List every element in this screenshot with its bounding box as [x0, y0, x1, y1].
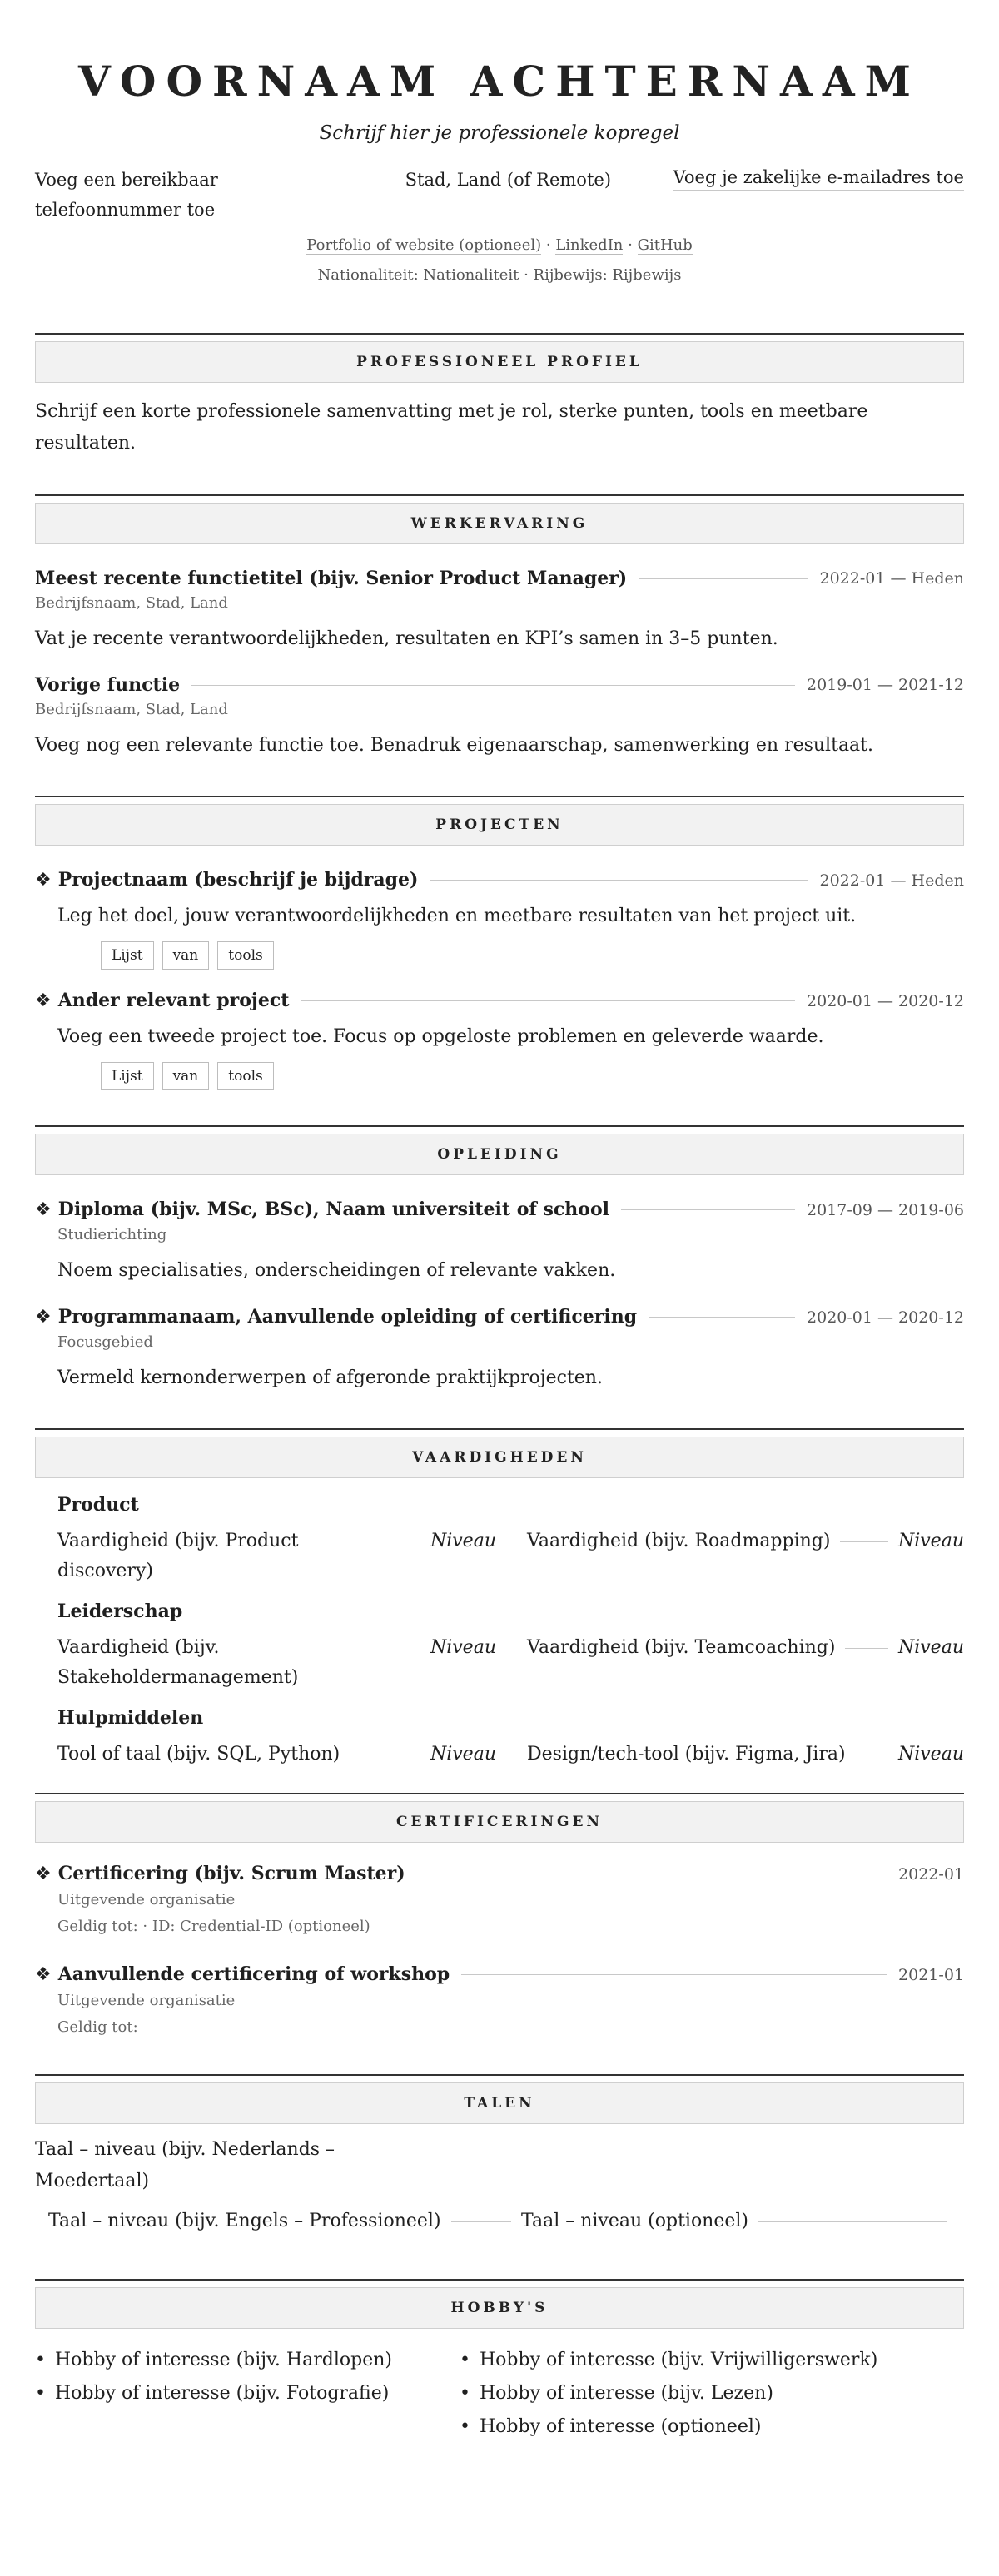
job-title: Meest recente functietitel (bijv. Senior Product Manager) [35, 568, 628, 589]
skill-level: Niveau [430, 1744, 496, 1764]
leader-line [840, 1541, 887, 1542]
skill-name: Vaardigheid (bijv. Teamcoaching) [527, 1637, 836, 1658]
job-date: 2019-01 — 2021-12 [807, 676, 964, 694]
certification-title: Aanvullende certificering of workshop [57, 1963, 450, 1985]
certification-entry [35, 1962, 964, 2041]
diamond-bullet-icon: ❖ [35, 1964, 52, 1985]
certification-validity: Geldig tot: · ID: Credential-ID (optioneel) [57, 1918, 370, 1935]
certification-date: 2021-01 [898, 1965, 964, 1984]
hobby-item: • Hobby of interesse (optioneel) [460, 2410, 877, 2444]
portfolio-link[interactable]: Portfolio of website (optioneel) [306, 236, 542, 254]
section-divider [35, 796, 964, 797]
project-description: Voeg een tweede project toe. Focus op opgeloste problemen en geleverde waarde. [57, 1026, 824, 1047]
project-title: Ander relevant project [57, 990, 290, 1011]
phone-field: Voeg een bereikbaar telefoonnummer toe [35, 170, 218, 220]
issuing-organization: Uitgevende organisatie [57, 1992, 236, 2009]
leader-line [639, 578, 808, 579]
profile-links [35, 235, 964, 256]
leader-line [758, 2221, 947, 2222]
section-heading: PROJECTEN [35, 804, 964, 846]
link-separator: · [623, 236, 638, 254]
leader-line [621, 1209, 795, 1210]
certification-date: 2022-01 [898, 1864, 964, 1884]
link-separator: · [541, 236, 556, 254]
section-divider [35, 1793, 964, 1794]
project-date: 2020-01 — 2020-12 [807, 991, 964, 1010]
skill-item [527, 1526, 964, 1586]
leader-line [649, 1317, 795, 1318]
certification-title: Certificering (bijv. Scrum Master) [57, 1863, 405, 1884]
hobbies-section [35, 2279, 964, 2444]
project-description: Leg het doel, jouw verantwoordelijkheden en meetbare resultaten van het project uit. [57, 906, 857, 926]
education-entry [35, 1197, 964, 1284]
project-entry [35, 988, 964, 1090]
company-name: Bedrijfsnaam, Stad, Land [35, 701, 228, 718]
github-link[interactable]: GitHub [637, 236, 693, 254]
contact-row [35, 165, 964, 225]
leader-line [301, 1000, 795, 1001]
skill-item [57, 1633, 496, 1693]
education-date: 2017-09 — 2019-06 [807, 1200, 964, 1219]
job-title: Vorige functie [35, 674, 181, 696]
tool-tags [35, 941, 964, 970]
section-heading: HOBBY'S [35, 2287, 964, 2329]
skill-level: Niveau [430, 1531, 496, 1551]
skill-level: Niveau [430, 1637, 496, 1658]
job-date: 2022-01 — Heden [819, 569, 964, 588]
certification-validity: Geldig tot: [57, 2018, 138, 2036]
skill-item [527, 1740, 964, 1769]
language-item [48, 2206, 521, 2237]
projects-section [35, 796, 964, 1090]
diamond-bullet-icon: ❖ [35, 990, 52, 1011]
skills-section [35, 1428, 964, 1769]
language-item [521, 2206, 957, 2237]
education-description: Vermeld kernonderwerpen of afgeronde praktijkprojecten. [57, 1367, 603, 1388]
skill-name: Vaardigheid (bijv. Stakeholdermanagement) [57, 1637, 299, 1688]
language-item [35, 2134, 508, 2197]
experience-entry [35, 566, 964, 653]
education-description: Noem specialisaties, onderscheidingen of relevante vakken. [57, 1260, 616, 1281]
tool-tag: Lijst [101, 941, 154, 970]
education-entry [35, 1304, 964, 1392]
section-heading: OPLEIDING [35, 1134, 964, 1175]
project-title: Projectnaam (beschrijf je bijdrage) [57, 869, 419, 891]
hobby-item: • Hobby of interesse (bijv. Vrijwilligerswerk) [460, 2344, 877, 2377]
skill-name: Vaardigheid (bijv. Roadmapping) [527, 1531, 831, 1551]
location-field: Stad, Land (of Remote) [405, 170, 612, 190]
tool-tag: van [162, 1062, 210, 1090]
diamond-bullet-icon: ❖ [35, 1307, 52, 1328]
tool-tag: tools [217, 1062, 273, 1090]
leader-line [191, 685, 795, 686]
section-divider [35, 333, 964, 335]
education-section [35, 1125, 964, 1392]
diamond-bullet-icon: ❖ [35, 1864, 52, 1884]
email-link[interactable]: Voeg je zakelijke e-mailadres toe [673, 165, 964, 191]
skill-name: Tool of taal (bijv. SQL, Python) [57, 1744, 340, 1764]
leader-line [845, 1648, 888, 1649]
issuing-organization: Uitgevende organisatie [57, 1891, 236, 1908]
experience-entry [35, 673, 964, 759]
leader-line [430, 880, 808, 881]
skill-level: Niveau [897, 1531, 964, 1551]
tool-tag: Lijst [101, 1062, 154, 1090]
field-of-study: Studierichting [57, 1226, 167, 1243]
section-heading: WERKERVARING [35, 503, 964, 544]
company-name: Bedrijfsnaam, Stad, Land [35, 594, 228, 612]
section-heading: VAARDIGHEDEN [35, 1437, 964, 1478]
skill-item [57, 1526, 496, 1586]
degree-title: Diploma (bijv. MSc, BSc), Naam universiteit of school [57, 1199, 609, 1220]
section-heading: CERTIFICERINGEN [35, 1801, 964, 1843]
section-heading: TALEN [35, 2082, 964, 2124]
leader-line [451, 2221, 511, 2222]
hobby-item: • Hobby of interesse (bijv. Hardlopen) [35, 2344, 460, 2377]
profile-summary: Schrijf een korte professionele samenvatting met je rol, sterke punten, tools en meetbare resultaten. [35, 401, 868, 454]
section-divider [35, 1125, 964, 1127]
nationality-line: Nationaliteit: Nationaliteit · Rijbewijs: Rijbewijs [317, 266, 682, 284]
language-name: Taal – niveau (bijv. Engels – Professioneel) [48, 2211, 441, 2231]
section-heading: PROFESSIONEEL PROFIEL [35, 341, 964, 383]
skill-level: Niveau [897, 1637, 964, 1658]
candidate-name: VOORNAAM ACHTERNAAM [78, 57, 921, 106]
certifications-section [35, 1793, 964, 2041]
hobby-item: • Hobby of interesse (bijv. Lezen) [460, 2377, 877, 2410]
skill-name: Vaardigheid (bijv. Product discovery) [57, 1531, 299, 1581]
tool-tag: tools [217, 941, 273, 970]
project-date: 2022-01 — Heden [819, 871, 964, 890]
job-description: Vat je recente verantwoordelijkheden, resultaten en KPI’s samen in 3–5 punten. [35, 628, 778, 649]
language-name: Taal – niveau (optioneel) [521, 2211, 749, 2231]
professional-tagline: Schrijf hier je professionele kopregel [319, 122, 680, 144]
skill-name: Design/tech-tool (bijv. Figma, Jira) [527, 1744, 846, 1764]
language-name: Taal – niveau (bijv. Nederlands – Moedertaal) [35, 2139, 335, 2191]
section-divider [35, 2074, 964, 2076]
skills-list [35, 1491, 964, 1769]
section-divider [35, 494, 964, 496]
profile-section [35, 333, 964, 459]
skill-category: Hulpmiddelen [57, 1707, 204, 1729]
leader-line [461, 1974, 887, 1975]
job-description: Voeg nog een relevante functie toe. Benadruk eigenaarschap, samenwerking en resultaat. [35, 735, 874, 756]
skill-category: Product [57, 1494, 139, 1516]
section-divider [35, 2279, 964, 2281]
skill-level: Niveau [897, 1744, 964, 1764]
skill-category: Leiderschap [57, 1601, 183, 1622]
diamond-bullet-icon: ❖ [35, 870, 52, 891]
hobby-list [35, 2344, 964, 2444]
linkedin-link[interactable]: LinkedIn [555, 236, 624, 254]
degree-title: Programmanaam, Aanvullende opleiding of certificering [57, 1306, 638, 1328]
languages-section [35, 2074, 964, 2246]
education-date: 2020-01 — 2020-12 [807, 1308, 964, 1327]
section-divider [35, 1428, 964, 1430]
field-of-study: Focusgebied [57, 1333, 153, 1351]
certification-entry [35, 1861, 964, 1940]
diamond-bullet-icon: ❖ [35, 1199, 52, 1220]
tool-tags [35, 1062, 964, 1090]
experience-section [35, 494, 964, 759]
skill-item [527, 1633, 964, 1693]
skill-item [57, 1740, 496, 1769]
project-entry [35, 867, 964, 970]
hobby-item: • Hobby of interesse (bijv. Fotografie) [35, 2377, 460, 2410]
tool-tag: van [162, 941, 210, 970]
language-list [35, 2134, 964, 2246]
